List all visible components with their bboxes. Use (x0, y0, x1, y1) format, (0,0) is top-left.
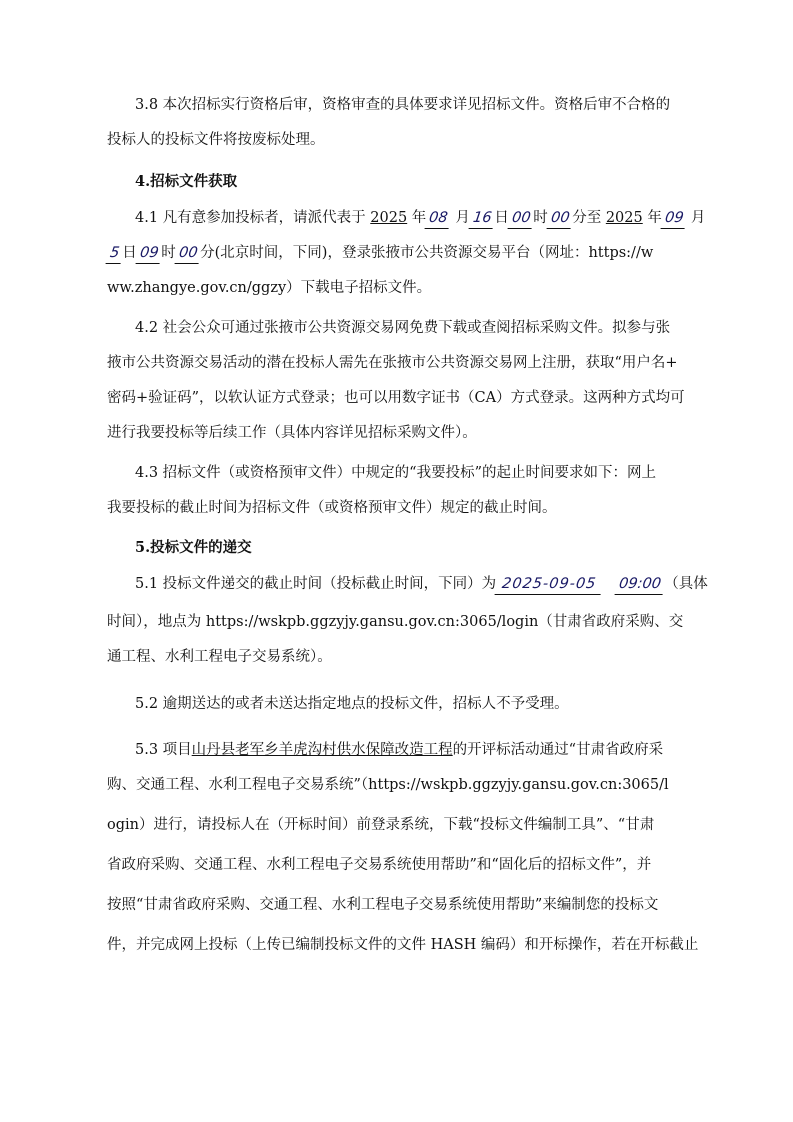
para-5-1-line-3: 通工程、水利工程电子交易系统）。 (107, 649, 332, 665)
para-4-3-line-1: 4.3 招标文件（或资格预审文件）中规定的“我要投标”的起止时间要求如下：网上 (135, 465, 656, 481)
para-5-2-line-1: 5.2 逾期送达的或者未送达指定地点的投标文件，招标人不予受理。 (135, 696, 569, 712)
para-5-1-suffix: （具体 (664, 576, 708, 592)
year-label-2: 年 (642, 210, 662, 226)
para-3-8-line-2: 投标人的投标文件将按废标处理。 (107, 132, 325, 148)
end-hour-handwritten: 09 (135, 243, 162, 264)
hour-label-2: 时 (161, 245, 176, 261)
end-minute-handwritten: 00 (174, 243, 201, 264)
para-4-1-prefix: 4.1 凡有意参加投标者，请派代表于 (135, 210, 371, 226)
para-3-8-line-1: 3.8 本次招标实行资格后审，资格审查的具体要求详见招标文件。资格后审不合格的 (135, 97, 671, 113)
start-month-handwritten: 08 (425, 208, 452, 229)
para-5-3-line-1 (135, 740, 695, 760)
minute-to-label: 分至 (572, 210, 606, 226)
deadline-date-handwritten: 2025-09-05 (495, 574, 604, 595)
para-4-1-rest: 分(北京时间，下同)，登录张掖市公共资源交易平台（网址：https://w (200, 245, 654, 261)
para-5-3-prefix: 5.3 项目 (135, 742, 192, 758)
para-4-2-line-4: 进行我要投标等后续工作（具体内容详见招标采购文件）。 (107, 425, 477, 441)
day-label-2: 日 (122, 245, 137, 261)
para-5-1-line-2: 时间），地点为 https://wskpb.ggzyjy.gansu.gov.cn:3065/login（甘肃省政府采购、交 (107, 614, 684, 630)
para-5-3-suffix: 的开评标活动通过“甘肃省政府采 (452, 742, 664, 758)
para-4-1-line-3: ww.zhangye.gov.cn/ggzy）下载电子招标文件。 (107, 280, 432, 296)
para-5-1-line-1 (135, 574, 708, 595)
para-5-3-line-4: 省政府采购、交通工程、水利工程电子交易系统使用帮助”和“固化后的招标文件”，并 (107, 857, 652, 873)
start-day-handwritten: 16 (468, 208, 495, 229)
section-5-heading: 5.投标文件的递交 (135, 539, 252, 556)
start-year: 2025 (370, 210, 408, 226)
para-4-1-line-1 (135, 208, 706, 229)
month-label: 月 (450, 210, 470, 226)
para-5-3-line-6: 件，并完成网上投标（上传已编制投标文件的文件 HASH 编码）和开标操作，若在开标截止 (107, 937, 699, 953)
section-4-heading: 4.招标文件获取 (135, 173, 238, 190)
para-4-3-line-2: 我要投标的截止时间为招标文件（或资格预审文件）规定的截止时间。 (107, 500, 557, 516)
para-5-1-prefix: 5.1 投标文件递交的截止时间（投标截止时间，下同）为 (135, 576, 497, 592)
end-day-handwritten: 5 (106, 243, 124, 264)
para-4-2-line-3: 密码+验证码”，以软认证方式登录；也可以用数字证书（CA）方式登录。这两种方式均可 (107, 390, 685, 406)
end-month-handwritten: 09 (660, 208, 687, 229)
project-name: 山丹县老军乡羊虎沟村供水保障改造工程 (191, 742, 453, 758)
deadline-time-handwritten: 09:00 (615, 574, 666, 595)
para-4-2-line-2: 掖市公共资源交易活动的潜在投标人需先在张掖市公共资源交易网上注册，获取“用户名+ (107, 355, 678, 371)
end-year: 2025 (605, 210, 643, 226)
start-minute-handwritten: 00 (546, 208, 573, 229)
para-5-3-line-3: ogin）进行，请投标人在（开标时间）前登录系统，下载“投标文件编制工具”、“甘肃 (107, 817, 655, 833)
day-label: 日 (494, 210, 509, 226)
para-5-3-line-2: 购、交通工程、水利工程电子交易系统”（https://wskpb.ggzyjy.gansu.gov.cn:3065/l (107, 777, 669, 793)
para-5-3-line-5: 按照“甘肃省政府采购、交通工程、水利工程电子交易系统使用帮助”来编制您的投标文 (107, 897, 659, 913)
hour-label: 时 (533, 210, 548, 226)
month-label-2: 月 (686, 210, 706, 226)
year-label: 年 (407, 210, 427, 226)
para-4-1-line-2 (107, 243, 697, 264)
start-hour-handwritten: 00 (507, 208, 534, 229)
para-4-2-line-1: 4.2 社会公众可通过张掖市公共资源交易网免费下载或查阅招标采购文件。拟参与张 (135, 320, 671, 336)
